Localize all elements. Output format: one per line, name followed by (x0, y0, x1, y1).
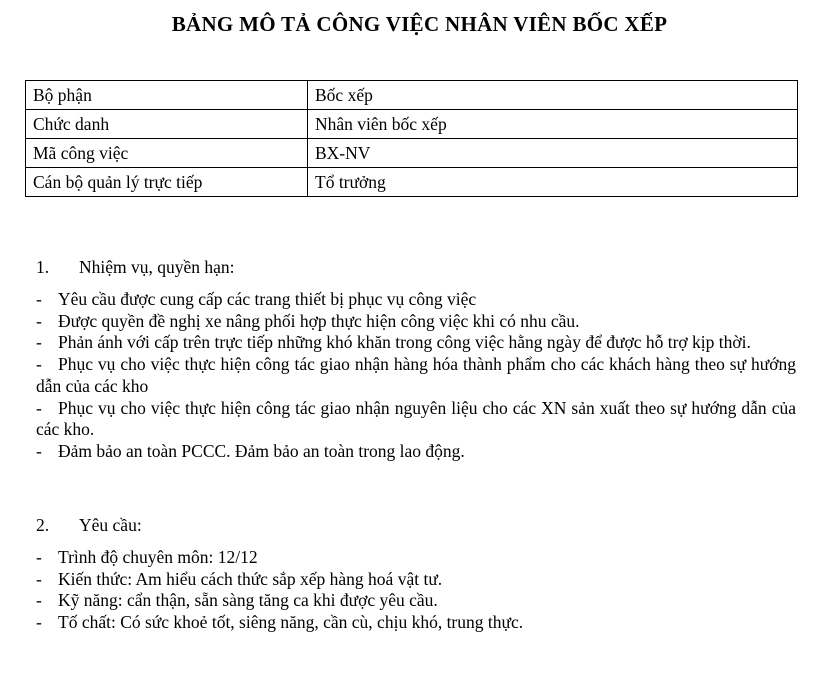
requirements-list (36, 547, 796, 634)
section-number: 2. (36, 515, 50, 535)
list-item: - Phục vụ cho việc thực hiện công tác giao nhận nguyên liệu cho các XN sản xuất theo sự hướng dẫn của các kho. (36, 397, 796, 440)
list-dash: - (36, 440, 42, 461)
list-dash: - (36, 612, 42, 633)
row-label-position: Chức danh (26, 110, 308, 139)
list-item: - Phục vụ cho việc thực hiện công tác giao nhận hàng hóa thành phẩm cho các khách hàng theo sự hướng dẫn của các kho (36, 354, 796, 396)
list-item: - Yêu cầu được cung cấp các trang thiết bị phục vụ công việc (36, 289, 477, 309)
section-title: Yêu cầu: (79, 515, 142, 535)
row-label-job-code: Mã công việc (26, 139, 308, 168)
row-value-job-code: BX-NV (308, 139, 798, 168)
section-title: Nhiệm vụ, quyền hạn: (79, 257, 235, 277)
table-row (26, 81, 798, 110)
row-value-department: Bốc xếp (308, 81, 798, 110)
list-dash: - (36, 310, 42, 331)
list-dash: - (36, 289, 42, 309)
list-item: - Được quyền đề nghị xe nâng phối hợp thực hiện công việc khi có nhu cầu. (36, 310, 580, 331)
list-item: - Trình độ chuyên môn: 12/12 (36, 547, 258, 567)
list-dash: - (36, 397, 42, 418)
list-item: - Kỹ năng: cẩn thận, sẵn sàng tăng ca khi được yêu cầu. (36, 590, 438, 611)
list-item: - Kiến thức: Am hiểu cách thức sắp xếp hàng hoá vật tư. (36, 568, 443, 589)
list-dash: - (36, 332, 42, 353)
row-value-position: Nhân viên bốc xếp (308, 110, 798, 139)
list-dash: - (36, 354, 42, 375)
row-label-direct-manager: Cán bộ quản lý trực tiếp (26, 168, 308, 197)
list-dash: - (36, 590, 42, 611)
table-row (26, 110, 798, 139)
row-value-direct-manager: Tổ trưởng (308, 168, 798, 197)
duties-list (36, 289, 796, 463)
section-heading-requirements (36, 514, 142, 536)
list-item: - Đảm bảo an toàn PCCC. Đảm bảo an toàn trong lao động. (36, 440, 465, 461)
table-row (26, 168, 798, 197)
job-info-table (25, 80, 798, 197)
document-title: BẢNG MÔ TẢ CÔNG VIỆC NHÂN VIÊN BỐC XẾP (171, 12, 668, 36)
list-item: - Tố chất: Có sức khoẻ tốt, siêng năng, cần cù, chịu khó, trung thực. (36, 612, 524, 633)
list-item: - Phản ánh với cấp trên trực tiếp những khó khăn trong công việc hằng ngày để được hỗ trợ kịp thời. (36, 332, 751, 353)
section-number: 1. (36, 257, 50, 277)
table-row (26, 139, 798, 168)
row-label-department: Bộ phận (26, 81, 308, 110)
list-dash: - (36, 547, 42, 567)
section-heading-duties (36, 256, 235, 278)
list-dash: - (36, 568, 42, 589)
